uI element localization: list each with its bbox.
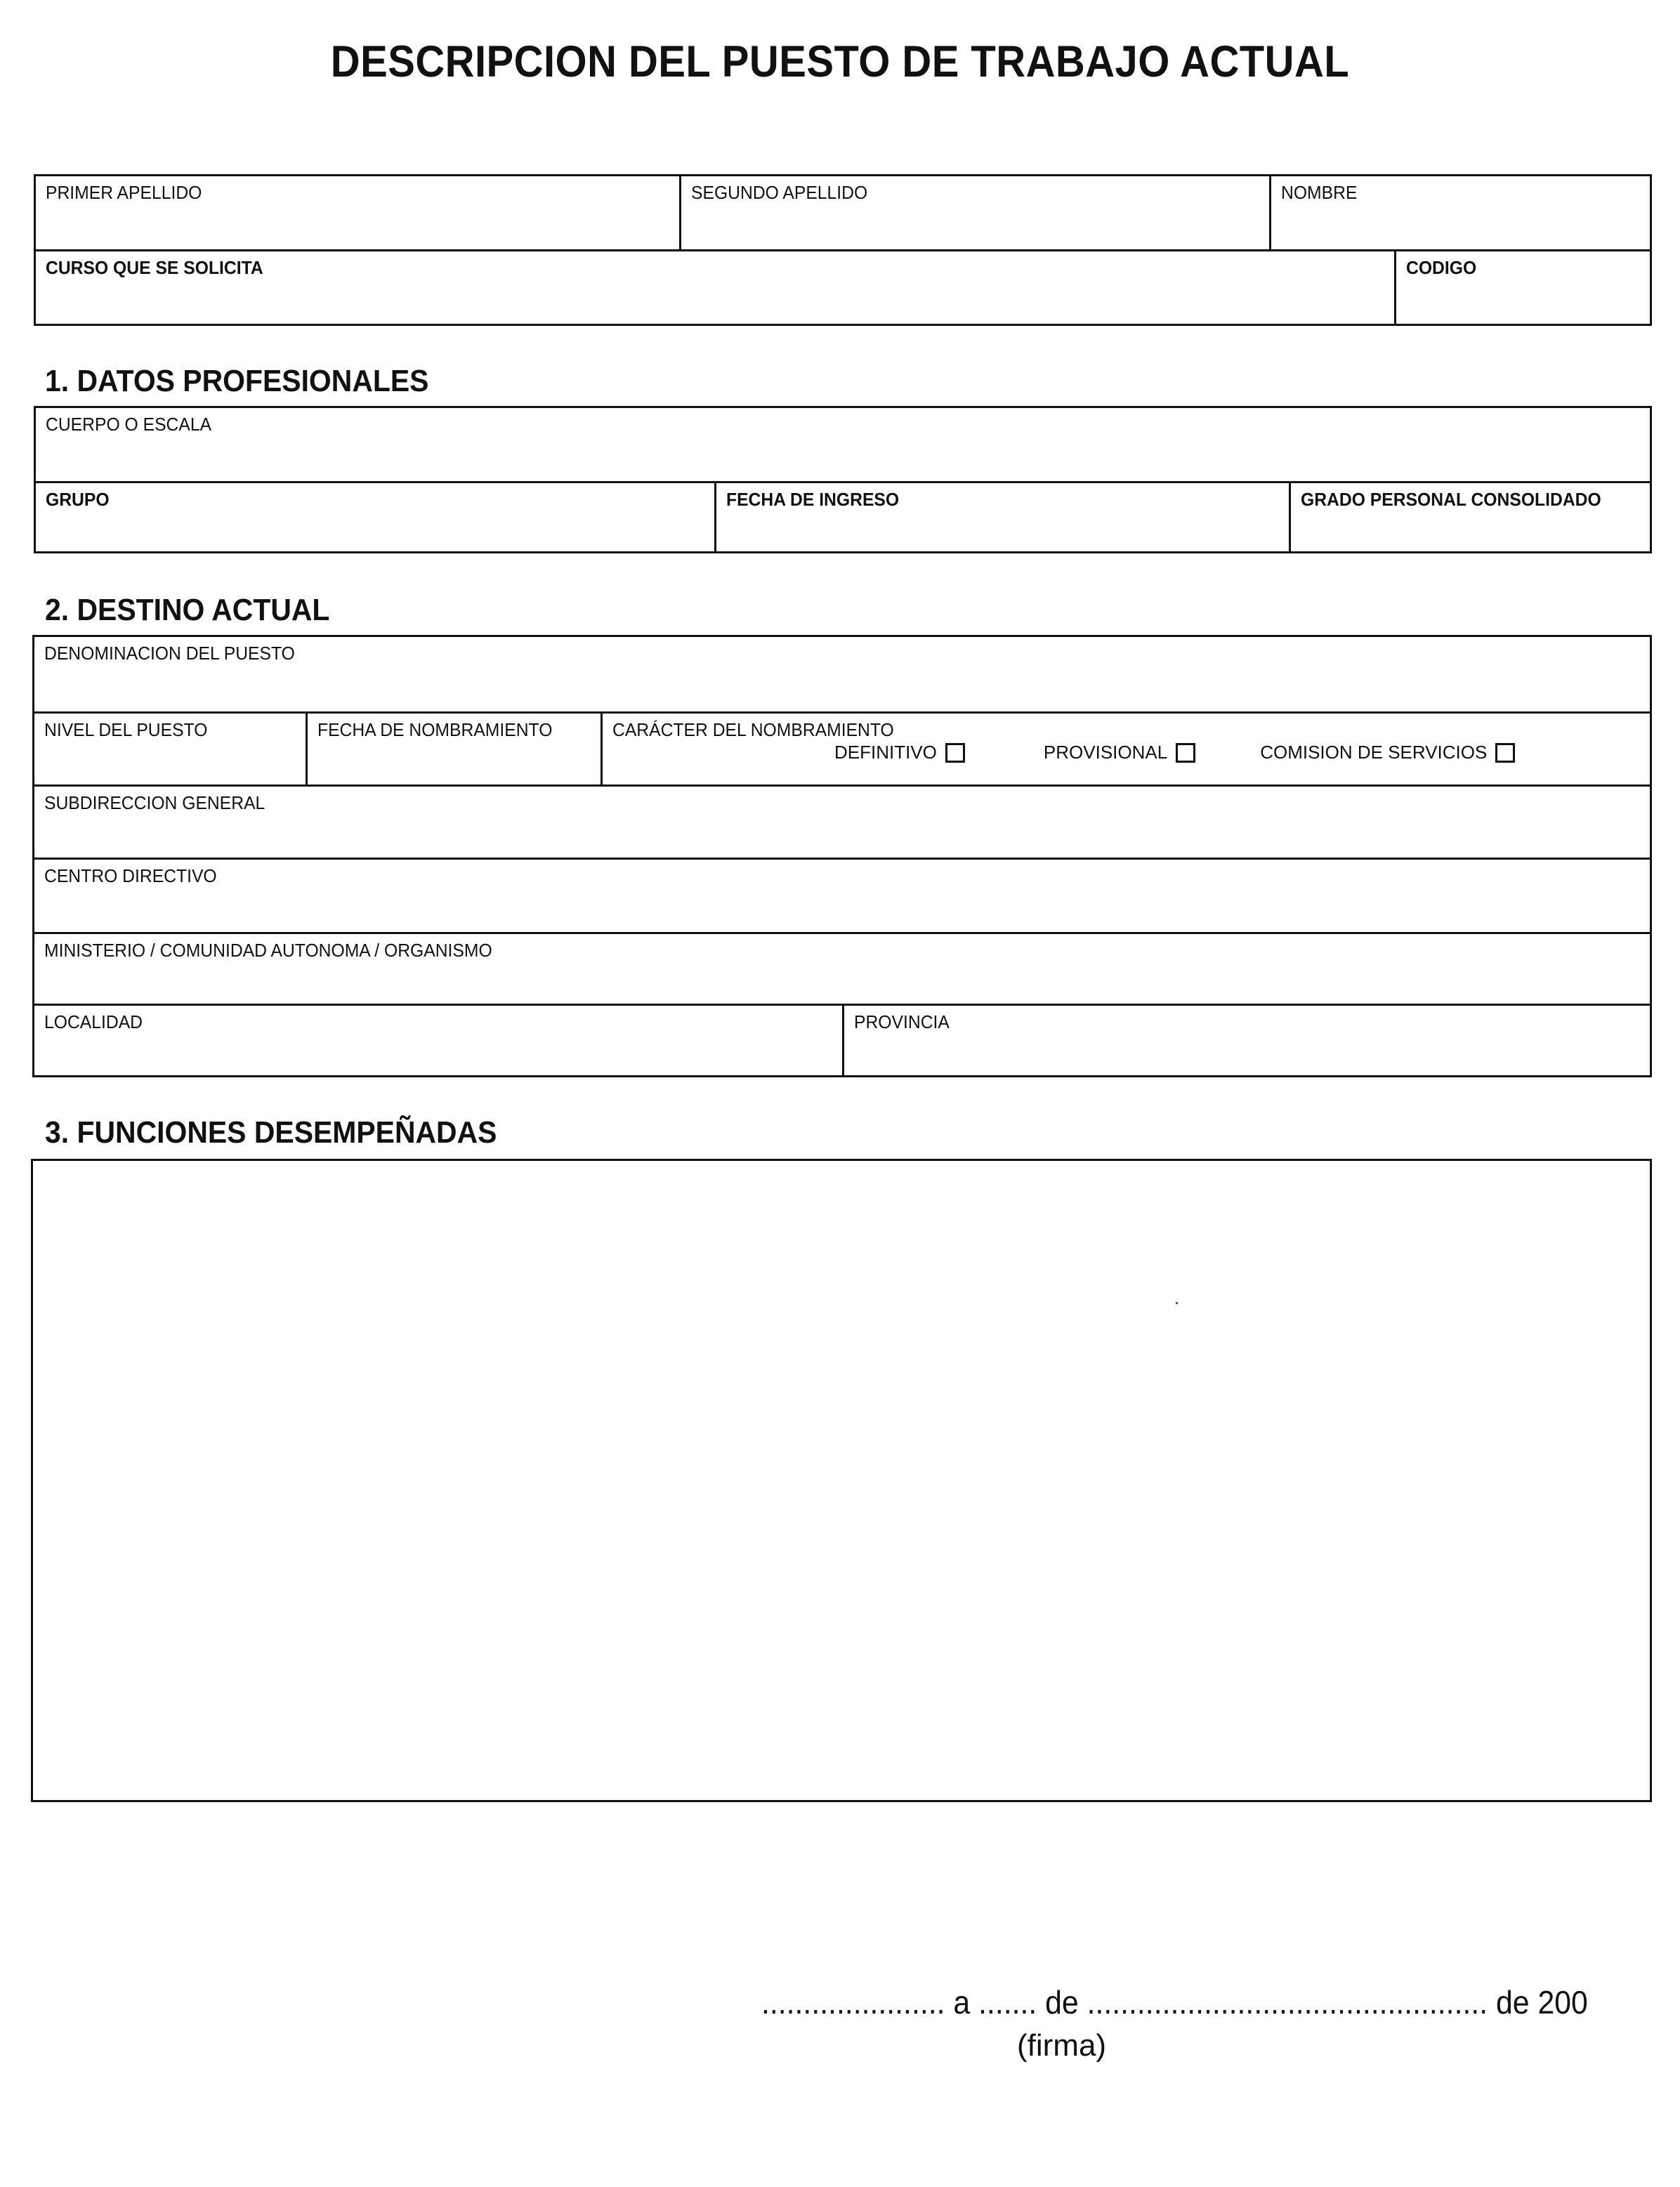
nombre-field[interactable] [1269,176,1650,249]
subdireccion-label: SUBDIRECCION GENERAL [44,792,265,813]
grado-field[interactable] [1289,483,1650,551]
codigo-label: CODIGO [1406,257,1477,278]
comision-label: COMISION DE SERVICIOS [1260,742,1488,763]
provincia-label: PROVINCIA [854,1011,950,1032]
signature-date-line: ...................... a ....... de ................................................ de 200 [761,1984,1588,2021]
section1-title: 1. DATOS PROFESIONALES [45,364,429,398]
ministerio-label: MINISTERIO / COMUNIDAD AUTONOMA / ORGANISMO [44,940,492,961]
nombre-label: NOMBRE [1281,182,1358,203]
codigo-field[interactable] [1394,251,1650,324]
applicant-box [34,174,1652,326]
caracter-options [834,742,1515,763]
scan-speck [1176,1302,1178,1304]
definitivo-label: DEFINITIVO [834,742,937,763]
fecha-ingreso-label: FECHA DE INGRESO [726,489,900,510]
grupo-field[interactable] [36,483,714,551]
primer-apellido-field[interactable] [36,176,679,249]
curso-label: CURSO QUE SE SOLICITA [46,257,263,278]
cuerpo-escala-field[interactable] [36,408,1650,481]
localidad-field[interactable] [34,1006,842,1075]
fecha-ingreso-field[interactable] [714,483,1289,551]
fecha-nombramiento-field[interactable] [306,714,601,784]
denominacion-field[interactable] [34,637,1650,711]
denominacion-label: DENOMINACION DEL PUESTO [44,643,295,664]
definitivo-option [834,742,965,763]
comision-option [1260,742,1515,763]
datos-profesionales-box [34,406,1652,553]
curso-field[interactable] [36,251,1394,324]
nivel-label: NIVEL DEL PUESTO [44,719,208,740]
comision-checkbox[interactable] [1495,743,1515,763]
provincia-field[interactable] [842,1006,1650,1075]
ministerio-field[interactable] [34,934,1650,1004]
signature-label: (firma) [1017,2028,1107,2063]
primer-apellido-label: PRIMER APELLIDO [46,182,202,203]
provisional-label: PROVISIONAL [1043,742,1168,763]
cuerpo-escala-label: CUERPO O ESCALA [46,414,212,435]
grupo-label: GRUPO [46,489,110,510]
segundo-apellido-field[interactable] [679,176,1269,249]
caracter-label: CARÁCTER DEL NOMBRAMIENTO [612,719,894,740]
grado-label: GRADO PERSONAL CONSOLIDADO [1301,489,1601,510]
section2-title: 2. DESTINO ACTUAL [45,593,330,627]
funciones-textarea[interactable] [31,1159,1652,1802]
nivel-field[interactable] [34,714,306,784]
centro-directivo-field[interactable] [34,860,1650,932]
provisional-option [1044,742,1195,763]
centro-directivo-label: CENTRO DIRECTIVO [44,865,217,886]
fecha-nombramiento-label: FECHA DE NOMBRAMIENTO [317,719,553,740]
localidad-label: LOCALIDAD [44,1011,143,1032]
subdireccion-field[interactable] [34,787,1650,858]
definitivo-checkbox[interactable] [945,743,965,763]
destino-actual-box [32,635,1652,1077]
page-title: DESCRIPCION DEL PUESTO DE TRABAJO ACTUAL [330,37,1350,86]
segundo-apellido-label: SEGUNDO APELLIDO [691,182,868,203]
section3-title: 3. FUNCIONES DESEMPEÑADAS [45,1115,497,1150]
provisional-checkbox[interactable] [1176,743,1195,763]
caracter-field [601,714,1650,784]
